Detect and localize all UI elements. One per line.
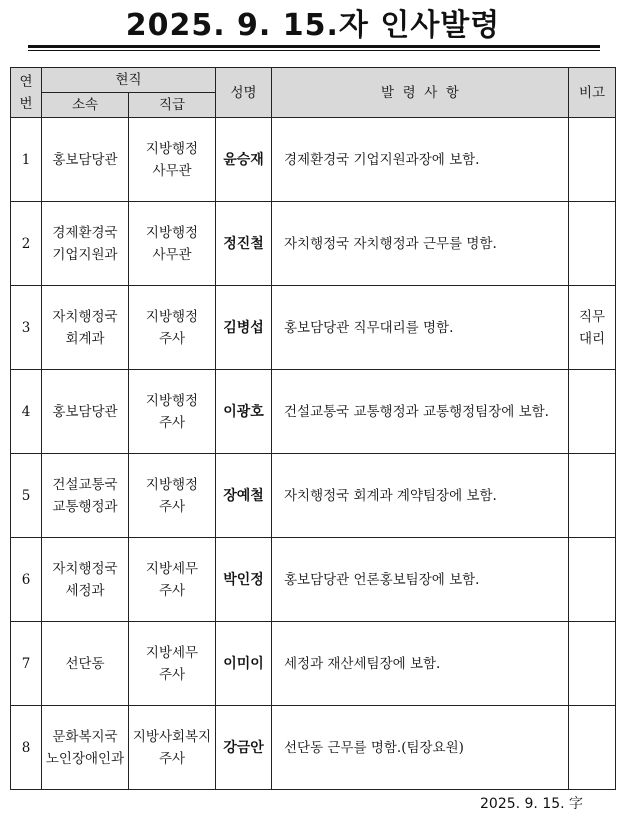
row-dept: 홍보담당관 [42,370,129,454]
row-name: 정진철 [216,202,272,286]
table-row [11,622,616,706]
row-number: 8 [11,706,42,790]
row-note [569,118,616,202]
row-action: 홍보담당관 직무대리를 명함. [272,286,569,370]
row-name: 장예철 [216,454,272,538]
row-number: 5 [11,454,42,538]
row-rank: 지방행정 주사 [129,286,216,370]
row-dept: 자치행정국 세정과 [42,538,129,622]
issue-date: 2025. 9. 15. 字 [480,796,584,812]
table-row [11,706,616,790]
row-note [569,370,616,454]
row-note [569,706,616,790]
row-dept: 자치행정국 회계과 [42,286,129,370]
row-name: 김병섭 [216,286,272,370]
row-dept: 선단동 [42,622,129,706]
row-action: 자치행정국 회계과 계약팀장에 보함. [272,454,569,538]
row-number: 6 [11,538,42,622]
row-action: 홍보담당관 언론홍보팀장에 보함. [272,538,569,622]
row-rank: 지방행정 사무관 [129,202,216,286]
row-note [569,622,616,706]
personnel-table [10,67,616,790]
row-note [569,454,616,538]
row-rank: 지방세무 주사 [129,538,216,622]
table-row [11,286,616,370]
row-note [569,538,616,622]
row-action: 자치행정국 자치행정과 근무를 명함. [272,202,569,286]
title-underline-thin [28,50,600,51]
table-row [11,538,616,622]
row-action: 경제환경국 기업지원과장에 보함. [272,118,569,202]
row-rank: 지방행정 주사 [129,454,216,538]
table-row [11,118,616,202]
row-name: 박인정 [216,538,272,622]
header-name: 성명 [216,68,272,118]
row-number: 7 [11,622,42,706]
row-dept: 홍보담당관 [42,118,129,202]
row-dept: 문화복지국 노인장애인과 [42,706,129,790]
row-action: 선단동 근무를 명함.(팀장요원) [272,706,569,790]
row-rank: 지방세무 주사 [129,622,216,706]
row-action: 건설교통국 교통행정과 교통행정팀장에 보함. [272,370,569,454]
row-number: 3 [11,286,42,370]
row-action: 세정과 재산세팀장에 보함. [272,622,569,706]
header-note: 비고 [569,68,616,118]
row-rank: 지방사회복지 주사 [129,706,216,790]
header-current: 현직 [42,68,216,93]
row-note: 직무 대리 [569,286,616,370]
table-row [11,454,616,538]
header-no: 연 번 [11,68,42,118]
row-note [569,202,616,286]
row-number: 1 [11,118,42,202]
row-name: 강금안 [216,706,272,790]
row-rank: 지방행정 사무관 [129,118,216,202]
row-name: 이미이 [216,622,272,706]
row-rank: 지방행정 주사 [129,370,216,454]
header-rank: 직급 [129,93,216,118]
document-title: 2025. 9. 15.자 인사발령 [125,8,501,43]
row-dept: 경제환경국 기업지원과 [42,202,129,286]
table-row [11,202,616,286]
row-name: 이광호 [216,370,272,454]
row-name: 윤승재 [216,118,272,202]
row-number: 4 [11,370,42,454]
title-underline [28,45,600,48]
row-dept: 건설교통국 교통행정과 [42,454,129,538]
table-row [11,370,616,454]
header-dept: 소속 [42,93,129,118]
header-action: 발 령 사 항 [272,68,569,118]
row-number: 2 [11,202,42,286]
